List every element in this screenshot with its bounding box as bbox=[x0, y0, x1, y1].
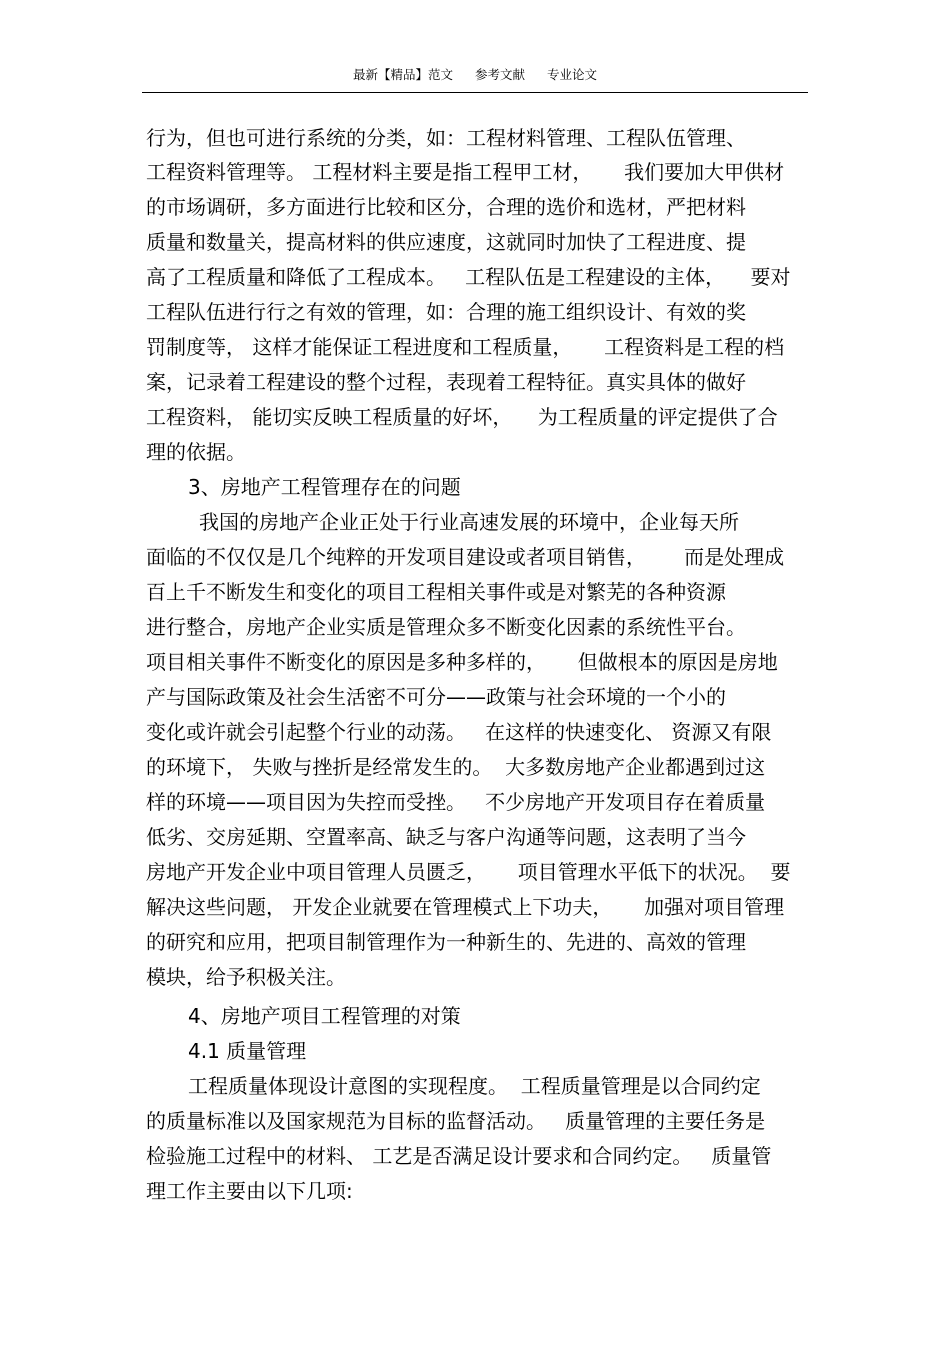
header-item-2: 参考文献 bbox=[474, 67, 525, 82]
text-line: 罚制度等， 这样才能保证工程进度和工程质量， 工程资料是工程的档 bbox=[146, 335, 785, 359]
text-line: 的环境下， 失败与挫折是经常发生的。 大多数房地产企业都遇到过这 bbox=[146, 755, 766, 779]
text-line: 低劣、交房延期、空置率高、缺乏与客户沟通等问题，这表明了当今 bbox=[146, 825, 746, 849]
text-line: 我国的房地产企业正处于行业高速发展的环境中，企业每天所 bbox=[199, 510, 739, 534]
text-line: 案，记录着工程建设的整个过程，表现着工程特征。真实具体的做好 bbox=[146, 370, 746, 394]
text-line: 面临的不仅仅是几个纯粹的开发项目建设或者项目销售， 而是处理成 bbox=[146, 545, 785, 569]
text-line: 的市场调研，多方面进行比较和区分，合理的选价和选材，严把材料 bbox=[146, 195, 746, 219]
text-line: 模块，给予积极关注。 bbox=[146, 965, 346, 989]
text-line: 行为，但也可进行系统的分类，如：工程材料管理、工程队伍管理、 bbox=[146, 126, 746, 150]
text-line: 理工作主要由以下几项: bbox=[146, 1179, 353, 1203]
text-line: 工程质量体现设计意图的实现程度。 工程质量管理是以合同约定 bbox=[188, 1074, 761, 1098]
text-line: 高了工程质量和降低了工程成本。 工程队伍是工程建设的主体， 要对 bbox=[146, 265, 791, 289]
section-heading-4: 4、房地产项目工程管理的对策 bbox=[188, 1004, 461, 1028]
header-item-3: 专业论文 bbox=[546, 67, 597, 82]
text-line: 进行整合，房地产企业实质是管理众多不断变化因素的系统性平台。 bbox=[146, 615, 746, 639]
text-line: 工程队伍进行行之有效的管理，如：合理的施工组织设计、有效的奖 bbox=[146, 300, 746, 324]
subsection-heading-4-1: 4.1 质量管理 bbox=[188, 1039, 307, 1063]
header-item-1: 最新【精品】范文 bbox=[352, 67, 453, 82]
text-line: 变化或许就会引起整个行业的动荡。 在这样的快速变化、 资源又有限 bbox=[146, 720, 772, 744]
text-line: 的研究和应用，把项目制管理作为一种新生的、先进的、高效的管理 bbox=[146, 930, 746, 954]
page-header bbox=[142, 58, 808, 93]
text-line: 房地产开发企业中项目管理人员匮乏， 项目管理水平低下的状况。 要 bbox=[146, 860, 791, 884]
text-line: 检验施工过程中的材料、 工艺是否满足设计要求和合同约定。 质量管 bbox=[146, 1144, 772, 1168]
text-line: 的质量标准以及国家规范为目标的监督活动。 质量管理的主要任务是 bbox=[146, 1109, 766, 1133]
text-line: 百上千不断发生和变化的项目工程相关事件或是对繁芜的各种资源 bbox=[146, 580, 726, 604]
section-heading-3: 3、房地产工程管理存在的问题 bbox=[188, 475, 461, 499]
text-line: 样的环境——项目因为失控而受挫。 不少房地产开发项目存在着质量 bbox=[146, 790, 766, 814]
text-line: 项目相关事件不断变化的原因是多种多样的， 但做根本的原因是房地 bbox=[146, 650, 778, 674]
text-line: 产与国际政策及社会生活密不可分——政策与社会环境的一个小的 bbox=[146, 685, 726, 709]
text-line: 工程资料， 能切实反映工程质量的好坏， 为工程质量的评定提供了合 bbox=[146, 405, 778, 429]
text-line: 解决这些问题， 开发企业就要在管理模式上下功夫， 加强对项目管理 bbox=[146, 895, 785, 919]
text-line: 质量和数量关，提高材料的供应速度，这就同时加快了工程进度、提 bbox=[146, 230, 746, 254]
text-line: 理的依据。 bbox=[146, 440, 246, 464]
text-line: 工程资料管理等。 工程材料主要是指工程甲工材， 我们要加大甲供材 bbox=[146, 160, 785, 184]
